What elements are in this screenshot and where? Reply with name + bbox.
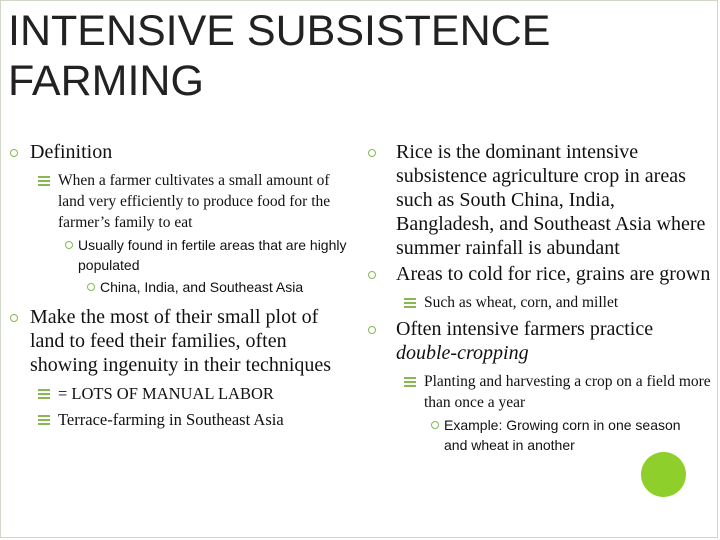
circle-bullet-icon: [368, 326, 376, 334]
slide-title-line1: INTENSIVE SUBSISTENCE: [8, 7, 551, 55]
circle-bullet-icon: [368, 149, 376, 157]
bullet-terrace: [8, 407, 353, 433]
bullet-countries: [8, 277, 353, 297]
lines-bullet-icon: [404, 302, 416, 304]
circle-bullet-icon: [87, 283, 95, 291]
circle-bullet-icon: [368, 271, 376, 279]
wheat-text: Such as wheat, corn, and millet: [424, 294, 619, 311]
right-column: [366, 140, 718, 455]
bullet-definition: [8, 140, 353, 164]
lines-bullet-icon: [404, 381, 416, 383]
definition-text: When a farmer cultivates a small amount of land very efficiently to produce food for the farmer’s family to eat: [58, 172, 331, 231]
bullet-definition-text: [8, 170, 353, 233]
circle-bullet-icon: [431, 421, 439, 429]
lines-bullet-icon: [38, 419, 50, 421]
make-most-text: Make the most of their small plot of land to feed their families, often showing ingenuity in their techniques: [30, 306, 332, 376]
bullet-example: [366, 415, 718, 455]
circle-bullet-icon: [10, 314, 18, 322]
grains-text: Areas to cold for rice, grains are grown: [396, 263, 711, 285]
double-prefix-text: Often intensive farmers practice: [396, 318, 654, 340]
fertile-areas-text: Usually found in fertile areas that are highly populated: [78, 237, 347, 273]
bullet-wheat: [366, 292, 718, 313]
slide-title: [8, 6, 708, 106]
planting-text: Planting and harvesting a crop on a field more than once a year: [424, 373, 711, 411]
example-text: Example: Growing corn in one season and wheat in another: [444, 417, 681, 453]
bullet-planting: [366, 371, 718, 413]
terrace-text: Terrace-farming in Southeast Asia: [58, 410, 284, 429]
bullet-make-most: [8, 305, 353, 377]
bullet-double-cropping: [366, 317, 718, 365]
circle-bullet-icon: [10, 149, 18, 157]
slide-title-line2: FARMING: [8, 57, 204, 105]
bullet-manual-labor: [8, 381, 353, 407]
left-column: [8, 140, 353, 433]
bullet-rice: [366, 140, 718, 260]
circle-bullet-icon: [65, 241, 73, 249]
rice-text: Rice is the dominant intensive subsistence agriculture crop in areas such as South China, India, Bangladesh, and Southeast Asia where summer rainfall is abundant: [396, 141, 706, 259]
bullet-fertile-areas: [8, 235, 353, 275]
double-cropping-text: double-cropping: [396, 342, 529, 364]
bullet-grains: [366, 262, 718, 286]
definition-heading: Definition: [30, 141, 113, 163]
lines-bullet-icon: [38, 180, 50, 182]
countries-text: China, India, and Southeast Asia: [100, 279, 304, 295]
lines-bullet-icon: [38, 393, 50, 395]
decorative-green-circle: [641, 452, 686, 497]
manual-labor-text: = LOTS OF MANUAL LABOR: [58, 384, 274, 403]
